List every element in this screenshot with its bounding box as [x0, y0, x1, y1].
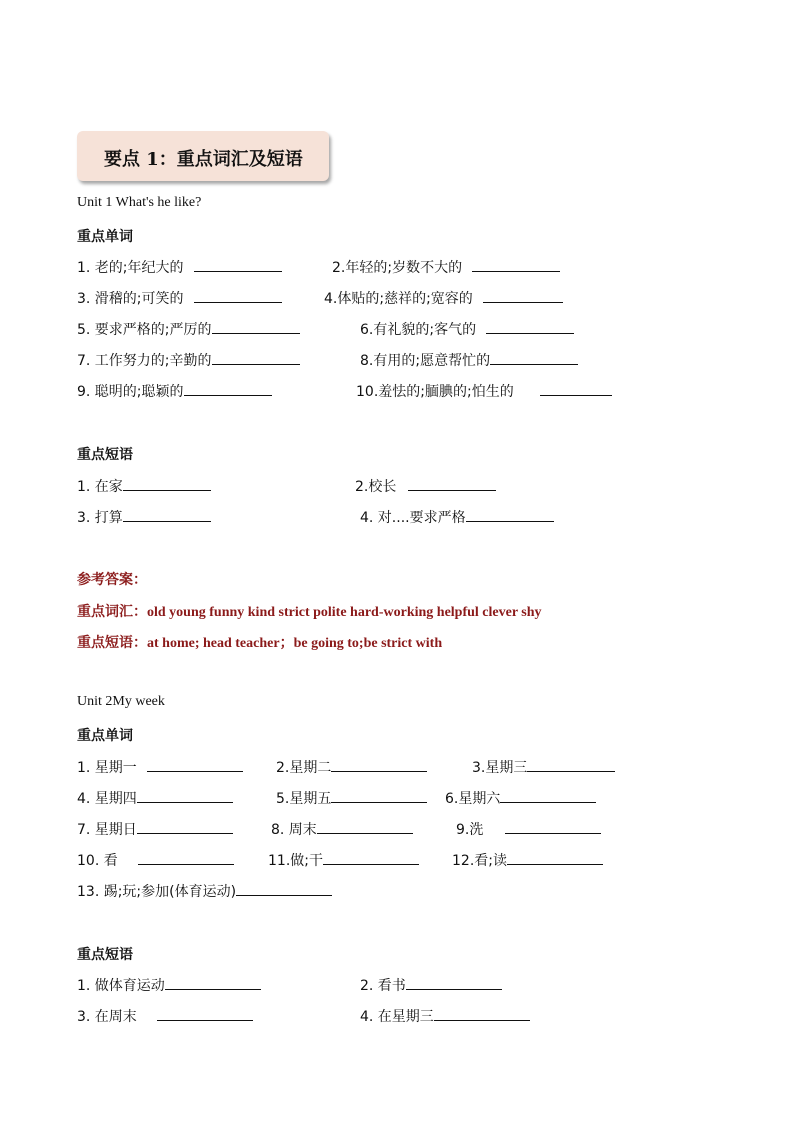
answer-blank — [147, 757, 243, 772]
unit2-word-3: 3.星期三 — [472, 757, 615, 777]
unit2-word-1: 1. 星期一 — [77, 757, 243, 777]
answer-blank — [212, 350, 300, 365]
answer-blank — [483, 288, 563, 303]
unit1-phrase-1: 1. 在家 — [77, 476, 211, 496]
answer-blank — [540, 381, 612, 396]
unit2-word-11: 11.做;干 — [268, 850, 419, 870]
answer-blank — [486, 319, 574, 334]
unit1-phrase-4: 4. 对....要求严格 — [360, 507, 554, 527]
unit1-word-10: 10.羞怯的;腼腆的;怕生的 — [356, 381, 612, 401]
unit1-word-1: 1. 老的;年纪大的 — [77, 257, 282, 277]
answer-words: 重点词汇：old young funny kind strict polite hard-working helpful clever shy — [77, 604, 542, 620]
unit2-word-2: 2.星期二 — [276, 757, 427, 777]
answer-blank — [331, 757, 427, 772]
unit2-phrase-1: 1. 做体育运动 — [77, 975, 261, 995]
answer-label: 参考答案： — [77, 572, 147, 588]
answer-blank — [527, 757, 615, 772]
answer-blank — [406, 975, 502, 990]
unit1-word-9: 9. 聪明的;聪颖的 — [77, 381, 272, 401]
unit2-words-heading: 重点单词 — [77, 728, 133, 744]
answer-blank — [331, 788, 427, 803]
answer-blank — [434, 1006, 530, 1021]
answer-blank — [194, 257, 282, 272]
unit2-phrase-2: 2. 看书 — [360, 975, 502, 995]
answer-blank — [157, 1006, 253, 1021]
answer-blank — [472, 257, 560, 272]
answer-blank — [507, 850, 603, 865]
answer-blank — [184, 381, 272, 396]
unit2-title: Unit 2My week — [77, 694, 165, 709]
unit1-word-7: 7. 工作努力的;辛勤的 — [77, 350, 300, 370]
unit1-word-8: 8.有用的;愿意帮忙的 — [360, 350, 578, 370]
unit1-word-2: 2.年轻的;岁数不大的 — [332, 257, 560, 277]
answer-blank — [137, 819, 233, 834]
answer-blank — [123, 476, 211, 491]
unit2-word-9: 9.洗 — [456, 819, 601, 839]
unit2-phrase-3: 3. 在周末 — [77, 1006, 253, 1026]
unit2-word-4: 4. 星期四 — [77, 788, 233, 808]
unit2-word-13: 13. 踢;玩;参加(体育运动) — [77, 881, 332, 901]
unit2-word-8: 8. 周末 — [271, 819, 413, 839]
answer-blank — [165, 975, 261, 990]
unit1-phrase-2: 2.校长 — [355, 476, 496, 496]
unit1-phrases-heading: 重点短语 — [77, 447, 133, 463]
answer-blank — [317, 819, 413, 834]
answer-blank — [236, 881, 332, 896]
unit2-word-7: 7. 星期日 — [77, 819, 233, 839]
unit2-phrases-heading: 重点短语 — [77, 947, 133, 963]
unit1-word-4: 4.体贴的;慈祥的;宽容的 — [324, 288, 563, 308]
section-title: 要点 1：重点词汇及短语 — [104, 149, 303, 170]
unit1-words-heading: 重点单词 — [77, 229, 133, 245]
unit2-word-6: 6.星期六 — [445, 788, 596, 808]
answer-blank — [500, 788, 596, 803]
unit1-word-3: 3. 滑稽的;可笑的 — [77, 288, 282, 308]
unit2-phrase-4: 4. 在星期三 — [360, 1006, 530, 1026]
answer-blank — [323, 850, 419, 865]
unit1-title: Unit 1 What's he like? — [77, 195, 202, 210]
answer-blank — [137, 788, 233, 803]
unit1-word-5: 5. 要求严格的;严厉的 — [77, 319, 300, 339]
unit2-word-12: 12.看;读 — [452, 850, 603, 870]
answer-blank — [466, 507, 554, 522]
answer-blank — [505, 819, 601, 834]
answer-blank — [138, 850, 234, 865]
unit1-word-6: 6.有礼貌的;客气的 — [360, 319, 574, 339]
answer-phrases: 重点短语：at home; head teacher；be going to;be strict with — [77, 635, 443, 651]
answer-blank — [194, 288, 282, 303]
answer-blank — [123, 507, 211, 522]
unit2-word-5: 5.星期五 — [276, 788, 427, 808]
unit1-phrase-3: 3. 打算 — [77, 507, 211, 527]
answer-blank — [490, 350, 578, 365]
answer-blank — [212, 319, 300, 334]
answer-blank — [408, 476, 496, 491]
unit2-word-10: 10. 看 — [77, 850, 234, 870]
